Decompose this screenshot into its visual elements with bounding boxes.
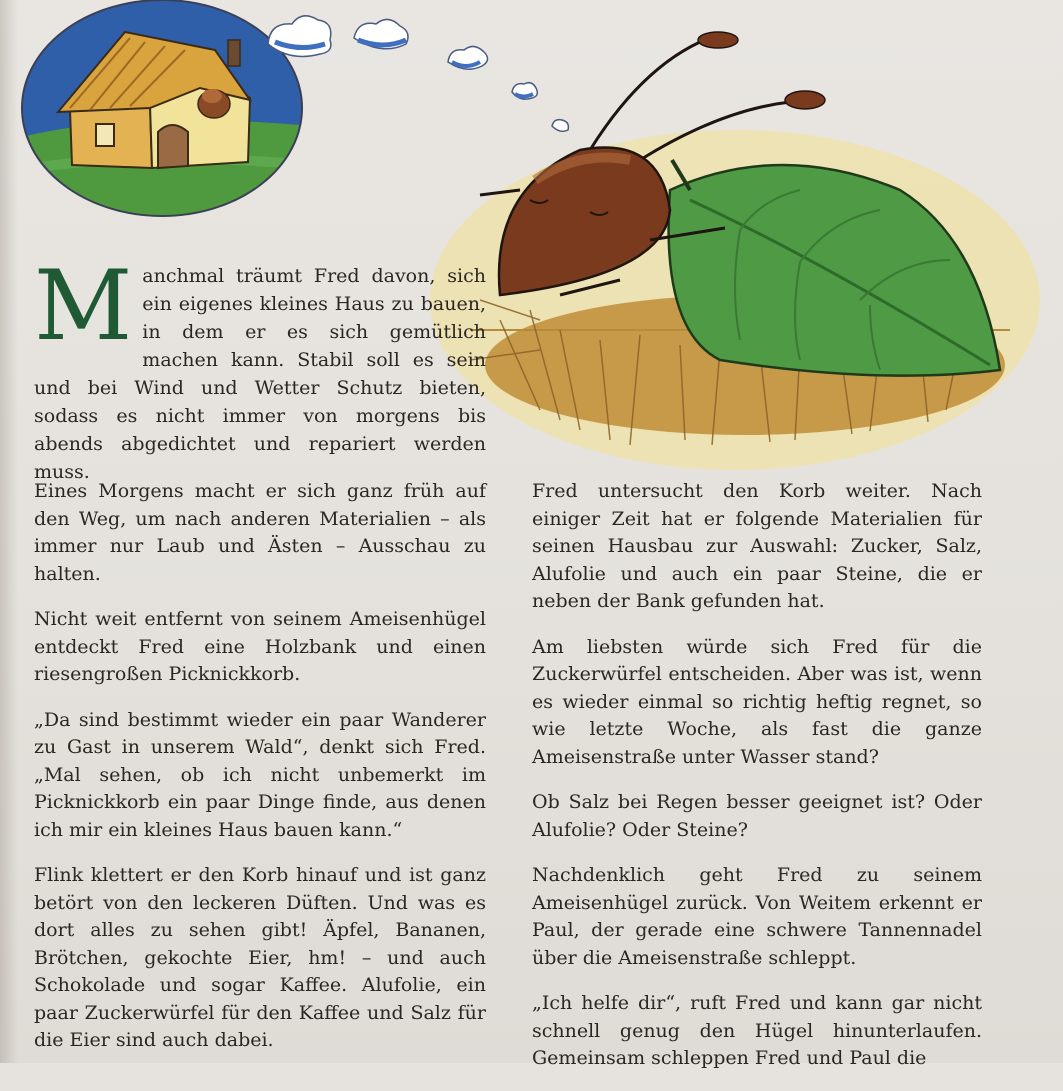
- paragraph: „Ich helfe dir“, ruft Fred und kann gar nicht schnell genug den Hügel hinunterlaufen. Gemeinsam schleppen Fred und Paul die: [532, 992, 982, 1069]
- left-column: [34, 478, 486, 1073]
- intro-text: anchmal träumt Fred davon, sich ein eigenes kleines Haus zu bauen, in dem er es sich gemütlich machen kann. Stabil soll es sein und bei Wind und Wetter Schutz bieten, sodass es nicht immer von morgens bis abends abgedichtet und repariert werden muss.: [34, 265, 486, 483]
- thought-clouds: [268, 16, 568, 131]
- drop-cap: M: [34, 250, 133, 362]
- intro-paragraph: [34, 250, 486, 486]
- paragraph: Am liebsten würde sich Fred für die Zuckerwürfel entscheiden. Aber was ist, wenn es wieder einmal so richtig heftig regnet, so wie letzte Woche, als fast die ganze Ameisenstraße unter Wasser stand?: [532, 635, 982, 768]
- paragraph: Ob Salz bei Regen besser geeignet ist? Oder Alufolie? Oder Steine?: [532, 791, 982, 841]
- paragraph: „Da sind bestimmt wieder ein paar Wanderer zu Gast in unserem Wald“, denkt sich Fred. „Mal sehen, ob ich nicht unbemerkt im Picknickkorb ein paar Dinge finde, aus denen ich mir ein kleines Haus bauen kann.“: [34, 708, 486, 841]
- paragraph: Eines Morgens macht er sich ganz früh auf den Weg, um nach anderen Materialien – als immer nur Laub und Ästen – Ausschau zu halten.: [34, 480, 486, 585]
- paragraph: Flink klettert er den Korb hinauf und ist ganz betört von den leckeren Düften. Und was es dort alles zu sehen gibt! Äpfel, Bananen, Brötchen, gekochte Eier, hm! – und auch Schokolade und sogar Kaffee. Alufolie, ein paar Zuckerwürfel für den Kaffee und Salz für die Eier sind auch dabei.: [34, 864, 486, 1051]
- right-column: [532, 478, 982, 1091]
- paragraph: Fred untersucht den Korb weiter. Nach einiger Zeit hat er folgende Materialien für seinen Hausbau zur Auswahl: Zucker, Salz, Alufolie und auch ein paar Steine, die er neben der Bank gefunden hat.: [532, 480, 982, 612]
- paragraph: Nachdenklich geht Fred zu seinem Ameisenhügel zurück. Von Weitem erkennt er Paul, der gerade eine schwere Tannennadel über die Ameisenstraße schleppt.: [532, 864, 982, 969]
- paragraph: Nicht weit entfernt von seinem Ameisenhügel entdeckt Fred eine Holzbank und einen riesengroßen Picknickkorb.: [34, 608, 486, 685]
